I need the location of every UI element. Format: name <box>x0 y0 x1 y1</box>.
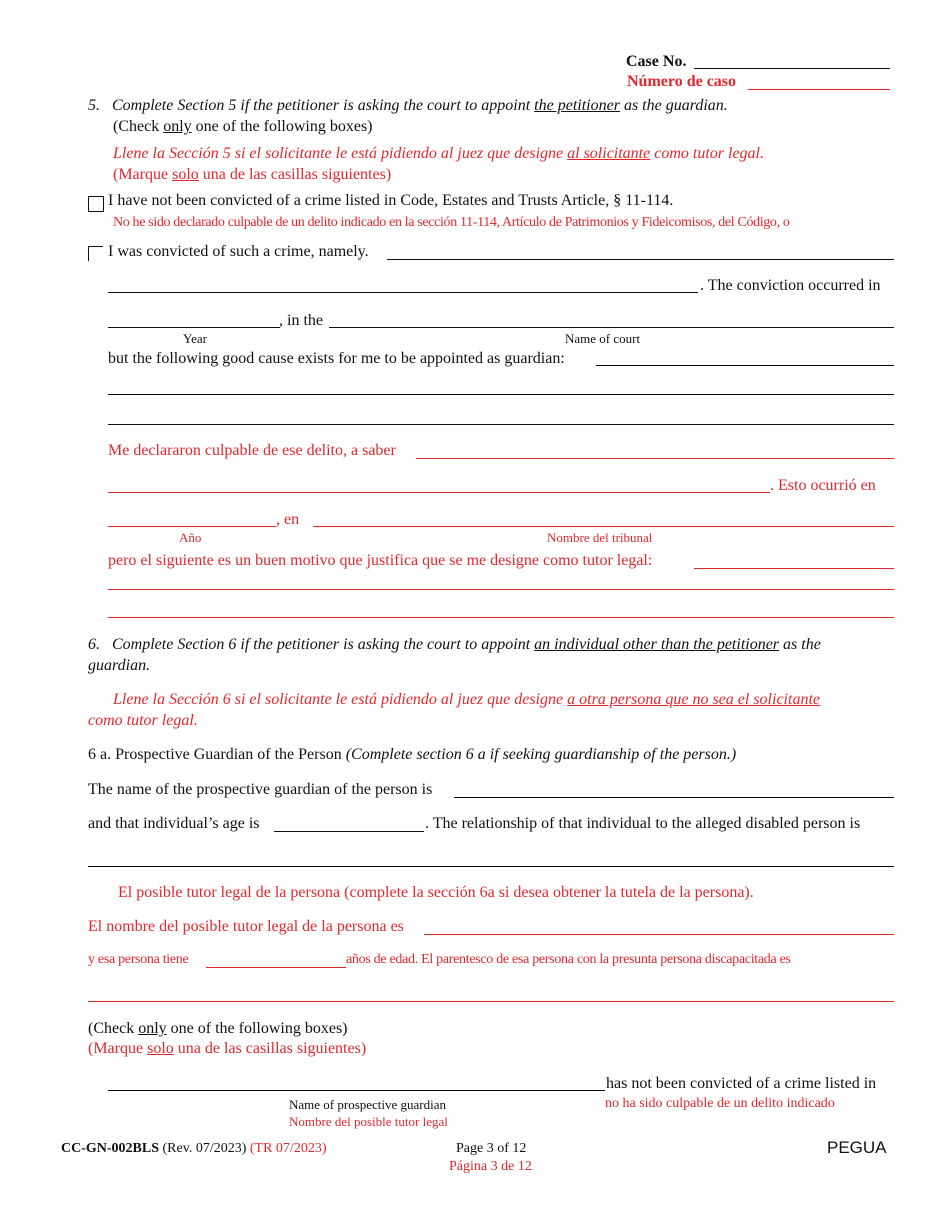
prospective-guardian-label: Name of prospective guardian <box>289 1097 447 1112</box>
crime-field-line2[interactable] <box>108 292 698 293</box>
conviction-occurred-text-es: . Esto ocurrió en <box>770 477 876 494</box>
court-label: Name of court <box>565 331 641 346</box>
page-number: Page 3 of 12 <box>456 1141 527 1156</box>
not-convicted-text-es: no ha sido culpable de un delito indicado <box>605 1096 835 1111</box>
prospective-guardian-name-field[interactable] <box>108 1090 605 1091</box>
conviction-occurred-text: . The conviction occurred in <box>700 277 881 294</box>
no-conviction-text: I have not been convicted of a crime listed in Code, Estates and Trusts Article, § 11-114. <box>108 192 674 209</box>
pegua-code: PEGUA <box>827 1138 887 1157</box>
year-label: Year <box>183 331 207 346</box>
guardian-age-field[interactable] <box>274 831 424 832</box>
guardian-name-text: The name of the prospective guardian of the person is <box>88 781 433 798</box>
section6-instruction-es: Llene la Sección 6 si el solicitante le está pidiendo al juez que designe a otra persona que no sea el solicitante <box>113 691 820 708</box>
good-cause-text: but the following good cause exists for me to be appointed as guardian: <box>108 350 565 367</box>
guardian-relationship-field[interactable] <box>88 866 894 867</box>
in-the-text: , in the <box>279 312 323 329</box>
section6a-title: 6 a. Prospective Guardian of the Person (Complete section 6 a if seeking guardianship of the person.) <box>88 746 737 763</box>
case-no-field[interactable] <box>694 68 890 69</box>
en-text-es: , en <box>276 511 300 528</box>
guardian-relationship-field-es[interactable] <box>88 1001 894 1002</box>
good-cause-field-line3[interactable] <box>108 424 894 425</box>
court-field-es[interactable] <box>313 526 894 527</box>
no-conviction-checkbox[interactable] <box>88 196 104 212</box>
guardian-age-text: and that individual’s age is <box>88 815 260 832</box>
section5-instruction-es: Llene la Sección 5 si el solicitante le está pidiendo al juez que designe al solicitante como tutor legal. <box>113 145 764 162</box>
good-cause-field-es-line3[interactable] <box>108 617 894 618</box>
section6-check-note: (Check only one of the following boxes) <box>88 1020 348 1037</box>
form-id: CC-GN-002BLS (Rev. 07/2023) (TR 07/2023) <box>61 1141 327 1156</box>
good-cause-field-es[interactable] <box>694 568 894 569</box>
year-field-es[interactable] <box>108 526 276 527</box>
page-number-es: Página 3 de 12 <box>449 1159 532 1174</box>
section5-instruction: 5. Complete Section 5 if the petitioner is asking the court to appoint the petitioner as the guardian. <box>88 97 728 114</box>
court-label-es: Nombre del tribunal <box>547 530 653 545</box>
crime-field-es[interactable] <box>416 458 894 459</box>
conviction-text: I was convicted of such a crime, namely. <box>108 243 369 260</box>
guardian-age-field-es[interactable] <box>206 967 346 968</box>
section6-instruction-line2: guardian. <box>88 657 151 674</box>
good-cause-field-line2[interactable] <box>108 394 894 395</box>
guardian-relationship-text-es: años de edad. El parentesco de esa persona con la presunta persona discapacitada es <box>346 952 791 967</box>
year-label-es: Año <box>179 530 202 545</box>
good-cause-text-es: pero el siguiente es un buen motivo que justifica que se me designe como tutor legal: <box>108 552 653 569</box>
conviction-checkbox[interactable] <box>88 246 103 261</box>
guardian-relationship-text: . The relationship of that individual to the alleged disabled person is <box>425 815 861 832</box>
numero-caso-label: Número de caso <box>627 73 737 90</box>
good-cause-field[interactable] <box>596 365 894 366</box>
case-no-label: Case No. <box>626 53 687 70</box>
guardian-name-field[interactable] <box>454 797 894 798</box>
numero-caso-field[interactable] <box>748 89 890 90</box>
year-field[interactable] <box>108 327 280 328</box>
guardian-name-field-es[interactable] <box>424 934 894 935</box>
court-field[interactable] <box>329 327 894 328</box>
not-convicted-text: has not been convicted of a crime listed in <box>606 1075 877 1092</box>
section6a-title-es: El posible tutor legal de la persona (complete la sección 6a si desea obtener la tutela de la persona). <box>118 884 754 901</box>
prospective-guardian-label-es: Nombre del posible tutor legal <box>289 1114 448 1129</box>
no-conviction-text-es: No he sido declarado culpable de un delito indicado en la sección 11-114, Artículo de Patrimonios y Fideicomisos, del Código, o <box>113 215 790 230</box>
good-cause-field-es-line2[interactable] <box>108 589 894 590</box>
crime-field[interactable] <box>387 259 894 260</box>
section5-check-note: (Check only one of the following boxes) <box>113 118 373 135</box>
section6-instruction: 6. Complete Section 6 if the petitioner is asking the court to appoint an individual other than the petitioner as the <box>88 636 821 653</box>
section5-marque-note: (Marque solo una de las casillas siguientes) <box>113 166 392 183</box>
crime-field-es-line2[interactable] <box>108 492 770 493</box>
guardian-name-text-es: El nombre del posible tutor legal de la persona es <box>88 918 404 935</box>
section6-instruction-es-line2: como tutor legal. <box>88 712 198 729</box>
section6-marque-note: (Marque solo una de las casillas siguientes) <box>88 1040 367 1057</box>
conviction-text-es: Me declararon culpable de ese delito, a saber <box>108 442 396 459</box>
guardian-age-text-es: y esa persona tiene <box>88 952 189 967</box>
